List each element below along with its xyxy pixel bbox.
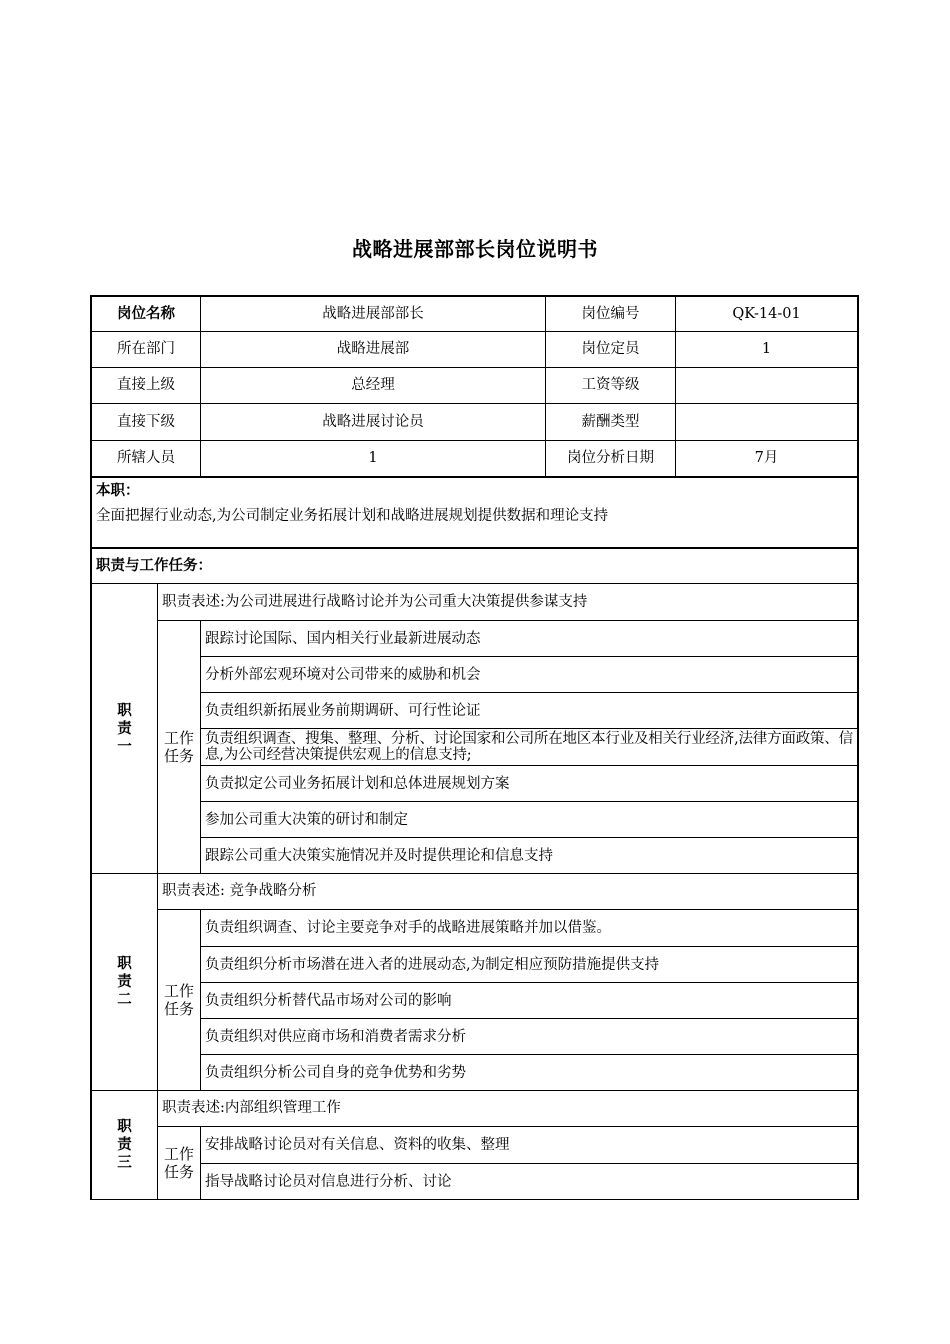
duty-label-char: 二 <box>117 992 132 1008</box>
duty-2-task-3: 负责组织分析替代品市场对公司的影响 <box>205 992 452 1009</box>
duty-1-label <box>92 584 157 873</box>
duty-2-task-4: 负责组织对供应商市场和消费者需求分析 <box>205 1028 466 1045</box>
frame-bottom-border <box>90 1199 859 1200</box>
label-position-name: 岗位名称 <box>117 305 175 322</box>
value-pay-type <box>676 404 857 440</box>
label-staff-count: 所辖人员 <box>117 450 175 466</box>
value-analysis-date: 7月 <box>754 450 779 466</box>
duty-label-char: 责 <box>117 720 132 737</box>
duty-2-task-5: 负责组织分析公司自身的竞争优势和劣势 <box>205 1064 466 1081</box>
duty-label-char: 责 <box>117 1137 132 1153</box>
duty-2-task-1: 负责组织调查、讨论主要竞争对手的战略进展策略并加以借鉴。 <box>205 920 611 936</box>
frame-right-border <box>857 295 859 1200</box>
value-direct-subordinate: 战略进展讨论员 <box>322 413 424 430</box>
duty-label-char: 三 <box>117 1155 132 1171</box>
label-analysis-date: 岗位分析日期 <box>567 450 654 466</box>
value-position-name: 战略进展部部长 <box>322 305 424 322</box>
value-direct-superior: 总经理 <box>351 377 395 393</box>
label-position-code: 岗位编号 <box>581 305 640 322</box>
duty-3-statement: 职责表述:内部组织管理工作 <box>162 1100 341 1116</box>
duty-1-task-1: 跟踪讨论国际、国内相关行业最新进展动态 <box>205 630 481 647</box>
duty-label-char: 职 <box>117 956 132 972</box>
label-direct-superior: 直接上级 <box>117 377 175 393</box>
value-position-code: QK-14-01 <box>732 305 801 322</box>
duty-1-task-3: 负责组织新拓展业务前期调研、可行性论证 <box>205 702 481 719</box>
duty-2-statement: 职责表述: 竞争战略分析 <box>162 883 317 899</box>
page-title: 战略进展部部长岗位说明书 <box>352 237 598 261</box>
duty-3-task-1: 安排战略讨论员对有关信息、资料的收集、整理 <box>205 1137 510 1153</box>
duty-label-char: 职 <box>117 1119 132 1135</box>
label-salary-grade: 工资等级 <box>581 377 640 393</box>
duty-1-statement: 职责表述:为公司进展进行战略讨论并为公司重大决策提供参谋支持 <box>162 593 588 610</box>
divider <box>90 476 859 478</box>
duty-2-label <box>92 874 157 1090</box>
duty-label-char: 职 <box>117 702 132 719</box>
duty-1-task-label: 工作 任务 <box>163 729 194 765</box>
role-text: 全面把握行业动态,为公司制定业务拓展计划和战略进展规划提供数据和理论支持 <box>96 507 609 524</box>
duty-3-label <box>92 1091 157 1199</box>
label-headcount: 岗位定员 <box>581 341 640 357</box>
duty-3-task-label: 工作 任务 <box>163 1145 194 1181</box>
value-salary-grade <box>676 368 857 403</box>
duty-1-task-7: 跟踪公司重大决策实施情况并及时提供理论和信息支持 <box>205 847 553 864</box>
label-department: 所在部门 <box>117 341 175 357</box>
duty-2-task-label: 工作 任务 <box>163 982 194 1018</box>
duty-1-task-5: 负责拟定公司业务拓展计划和总体进展规划方案 <box>205 775 510 792</box>
duty-label-char: 一 <box>117 738 132 755</box>
duty-label-char: 责 <box>117 974 132 990</box>
label-pay-type: 薪酬类型 <box>581 413 640 430</box>
role-heading: 本职： <box>96 482 140 499</box>
duty-2-task-2: 负责组织分析市场潜在进入者的进展动态,为制定相应预防措施提供支持 <box>205 956 660 973</box>
label-direct-subordinate: 直接下级 <box>117 413 175 430</box>
duty-3-task-2: 指导战略讨论员对信息进行分析、讨论 <box>205 1173 452 1190</box>
duty-1-task-6: 参加公司重大决策的研讨和制定 <box>205 811 408 828</box>
duty-1-task-4: 负责组织调查、搜集、整理、分析、讨论国家和公司所在地区本行业及相关行业经济,法律方面政策、信息,为公司经营决策提供宏观上的信息支持; <box>205 731 853 763</box>
value-department: 战略进展部 <box>336 341 410 357</box>
duties-heading: 职责与工作任务： <box>96 557 212 574</box>
value-headcount: 1 <box>761 341 772 357</box>
value-staff-count: 1 <box>368 450 378 466</box>
duty-1-task-2: 分析外部宏观环境对公司带来的威胁和机会 <box>205 666 481 683</box>
